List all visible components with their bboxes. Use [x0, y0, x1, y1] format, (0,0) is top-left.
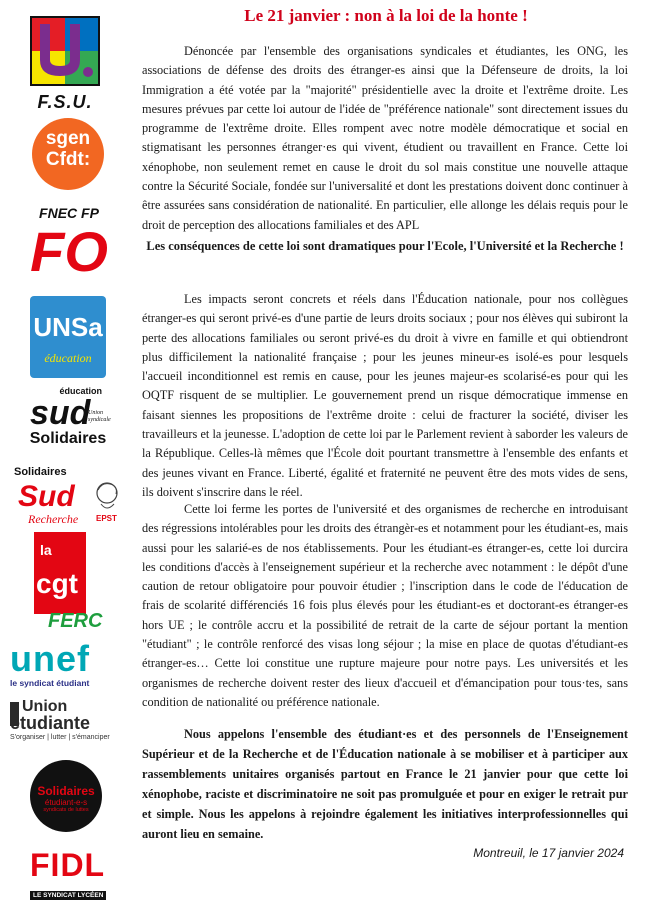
- sud-rech-script: Recherche: [28, 512, 79, 526]
- solidaires-big: Solidaires: [37, 784, 95, 798]
- sud-edu-bottom: Solidaires: [29, 430, 107, 447]
- fsu-name: F.S.U.: [37, 92, 93, 112]
- portrait-sketch-icon: [92, 480, 122, 514]
- tract-body: [142, 0, 630, 896]
- ue-tag: S'organiser | lutter | s'émanciper: [10, 734, 110, 741]
- intro-paragraph: Dénoncée par l'ensemble des organisations syndicales et étudiantes, les ONG, les associations de défense des droits des étranger-es ainsi que la Défenseure de droits, la loi Immigration a été votée par la "majorité" présidentielle avec la droite et l'extrême droite. Les mesures prévues par cette loi autour de l'idée de "préférence nationale" sont directement issues du programme de l'extrême droite. Elles rompent avec notre modèle démocratique et social en stigmatisant les personnes étranger·es qui vivent, étudient ou travaillent en France. Cette loi xénophobe, non seulement remet en cause le droit du sol mais constitue une nouvelle attaque contre la Sécurité Sociale, fondée sur l'universalité et dont les prestations doivent donc continuer à être assurées sans considération de nationalité. En particulier, elle allonge les délais requis pour le droit de perception des allocations familiales et des APL: [142, 44, 628, 232]
- sgen-line1: sgen: [45, 128, 91, 149]
- sud-edu-top: éducation: [59, 386, 102, 396]
- fidl-logo: [30, 847, 124, 899]
- sud-edu-big: sud: [30, 394, 91, 432]
- ferc-text: FERC: [48, 610, 103, 632]
- sud-rech-top: Solidaires: [14, 466, 67, 478]
- sgen-cfdt-logo: [32, 118, 104, 190]
- solidaires-tag: syndicats de luttes: [43, 807, 89, 813]
- unsa-big: UNSa: [33, 312, 103, 342]
- sud-recherche-logo: [14, 466, 126, 530]
- union-etudiante-logo: [10, 696, 128, 748]
- call-to-action-paragraph: Nous appelons l'ensemble des étudiant·es et des personnels de l'Enseignement Supérieur et de la Recherche et de l'Éducation nationale à se mobiliser et à participer aux rassemblements unitaires organisés partout en France le 21 janvier pour que cette loi xénophobe, raciste et discriminatoire ne soit pas promulguée et pour en exiger le retrait pur et simple. Nous les appelons à rejoindre également les initiatives interprofessionnelles qui auront lieu en semaine.: [142, 727, 628, 841]
- ue-line1: Union: [22, 698, 68, 715]
- unef-sub: le syndicat étudiant: [10, 678, 90, 688]
- sud-edu-note: Union syndicale: [88, 410, 111, 423]
- solidaires-sub: étudiant-e-s: [44, 798, 88, 807]
- sud-rech-suffix: EPST: [96, 514, 117, 523]
- sud-education-logo: [26, 386, 110, 462]
- unef-logo: [10, 640, 128, 692]
- unef-big: unef: [10, 638, 90, 679]
- solidaires-etudiants-logo: [30, 760, 102, 832]
- ue-line2: étudiante: [10, 713, 91, 733]
- sud-rech-big: Sud: [18, 480, 75, 513]
- fnec-fp-fo-logo: [28, 205, 110, 291]
- sgen-line2: Cfdt:: [45, 149, 91, 170]
- fsu-logo: [30, 16, 100, 112]
- page-title: Le 21 janvier : non à la loi de la honte !: [244, 6, 528, 25]
- university-paragraph: Cette loi ferme les portes de l'université et des organismes de recherche en introduisant des régressions intolérables pour les droits des étrangèr-es et notamment pour les étudiant-es, mais aussi pour les salarié-es de nos établissements. Pour les étudiant-es étranger-es, cette loi durcira les conditions d'accès à l'enseignement supérieur et la recherche avec notamment : le dépôt d'une caution de retour obligatoire pour pouvoir étudier ; l'inscription dans le code de l'éducation de frais de scolarité différenciés 16 fois plus élevés pour les étudiant-es et doctorant-es étranger-es hors UE ; le contrôle accru et la possibilité de retrait de la carte de séjour portant la mention "étudiant" ; le contrôle renforcé des visas long séjour ; la mise en place de quotas d'étudiant-es étranger-es… Cette loi constitue une rupture majeure pour notre pays. Les universités et les organismes de recherche doivent rester des lieux d'accueil et d'émancipation pour tous·tes, sans condition de nationalité ou préférence nationale.: [142, 502, 628, 709]
- education-impacts-paragraph: Les impacts seront concrets et réels dans l'Éducation nationale, pour nos collègues étranger-es qui seront privé-es d'une partie de leurs droits sociaux ; pour nos élèves qui subiront la perte des allocations familiales ou seront privé-es du droit à vivre en famille et qui obtiendront plus difficilement la nationalité française ; pour les jeunes mineur-es isolé-es pour lesquels l'accueil inconditionnel est remis en cause, pour les jeunes majeur-es scolarisé-es pour qui les OQTF risquent de se multiplier. Le gouvernement prend un risque démocratique immense en faisant siennes les propositions de l'extrême droite : celui de fracturer la société, diviser les travailleurs et la jeunesse. L'adoption de cette loi par le Parlement revient à saborder les valeurs de la République. Celles-là mêmes que l'École doit pourtant transmettre à l'ensemble des enfants et des jeunes vivant en France. Liberté, égalité et fraternité ne peuvent être des mots vides de sens, ils doivent s'inscrire dans le réel.: [142, 292, 628, 499]
- unsa-sub: éducation: [44, 351, 92, 365]
- consequences-heading: Les conséquences de cette loi sont dramatiques pour l'Ecole, l'Université et la Recherche !: [146, 239, 624, 253]
- cgt-ferc-logo: [34, 532, 108, 638]
- fidl-big: FIDL: [30, 847, 106, 883]
- cgt-la: la: [40, 542, 52, 558]
- signature-date: Montreuil, le 17 janvier 2024: [473, 846, 624, 860]
- cgt-big: cgt: [36, 568, 78, 599]
- fo-big: FO: [30, 220, 108, 283]
- fnec-top: FNEC FP: [39, 205, 99, 221]
- union-logos-column: [0, 0, 135, 899]
- unsa-education-logo: [30, 296, 106, 378]
- fidl-sub: LE SYNDICAT LYCÉEN: [30, 891, 106, 900]
- fsu-emblem-icon: [30, 16, 100, 86]
